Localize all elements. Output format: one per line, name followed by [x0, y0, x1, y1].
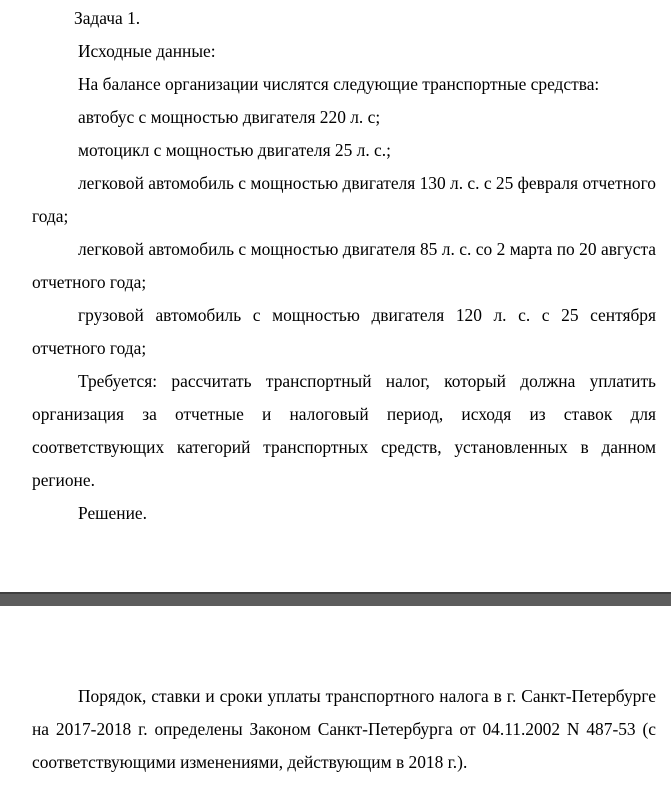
vehicle-item-car-85: легковой автомобиль с мощностью двигателя 85 л. с. со 2 марта по 20 августа отчетного года; [32, 239, 656, 292]
vehicle-item-car-130: легковой автомобиль с мощностью двигателя 130 л. с. с 25 февраля отчетного года; [32, 173, 656, 226]
law-paragraph: Порядок, ставки и сроки уплаты транспортного налога в г. Санкт-Петербурге на 2017-2018 г. определены Законом Санкт-Петербурга от 04.11.2002 N 487-53 (с соответствующими изменениями, действующим в 2018 г.). [32, 686, 656, 772]
intro-paragraph: На балансе организации числятся следующие транспортные средства: [78, 74, 600, 94]
vehicle-item-motorcycle: мотоцикл с мощностью двигателя 25 л. с.; [78, 140, 391, 160]
document-page-2 [0, 606, 671, 809]
page-1-content [32, 2, 656, 530]
vehicle-item-bus: автобус с мощностью двигателя 220 л. с; [78, 107, 381, 127]
vehicle-item-truck: грузовой автомобиль с мощностью двигателя 120 л. с. с 25 сентября отчетного года; [32, 305, 656, 358]
requirement-paragraph: Требуется: рассчитать транспортный налог, который должна уплатить организация за отчетные и налоговый период, исходя из ставок для соответствующих категорий транспортных средств, установленных в данном регионе. [32, 371, 656, 490]
page-separator [0, 592, 671, 606]
task-title: Задача 1. [74, 8, 141, 28]
initial-data-heading: Исходные данные: [78, 41, 216, 61]
page-2-content [32, 680, 656, 779]
solution-heading: Решение. [78, 503, 147, 523]
